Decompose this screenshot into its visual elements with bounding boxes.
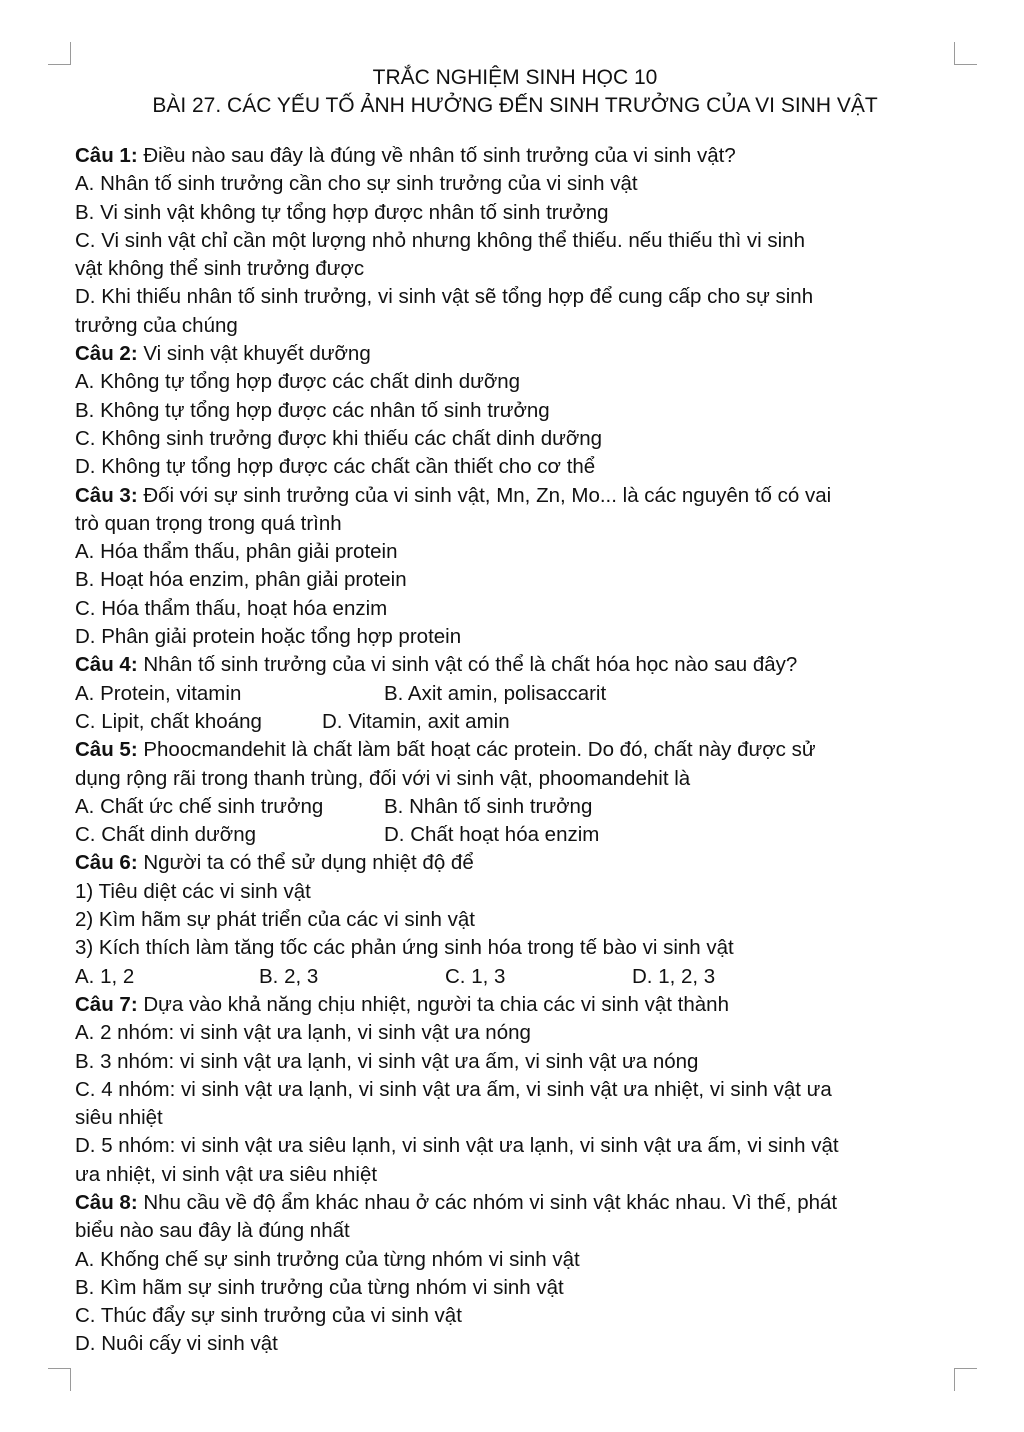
page-corner-mark-bottom-right	[954, 1368, 977, 1391]
question-label: Câu 3:	[75, 483, 138, 507]
question-1	[75, 142, 955, 170]
option-b: B. 3 nhóm: vi sinh vật ưa lạnh, vi sinh vật ưa ấm, vi sinh vật ưa nóng	[75, 1049, 699, 1073]
statement-3: 3) Kích thích làm tăng tốc các phản ứng sinh hóa trong tế bào vi sinh vật	[75, 936, 734, 960]
option-c: C. Lipit, chất khoáng	[75, 709, 262, 733]
document-title: TRẮC NGHIỆM SINH HỌC 10	[372, 66, 658, 89]
option-c-continued: vật không thể sinh trưởng được	[75, 257, 365, 281]
option-d: D. Khi thiếu nhân tố sinh trưởng, vi sinh vật sẽ tổng hợp để cung cấp cho sự sinh	[75, 285, 814, 309]
option-a: A. Khống chế sự sinh trưởng của từng nhóm vi sinh vật	[75, 1247, 580, 1271]
option-d-continued: ưa nhiệt, vi sinh vật ưa siêu nhiệt	[75, 1162, 378, 1186]
question-text: Dựa vào khả năng chịu nhiệt, người ta chia các vi sinh vật thành	[137, 992, 729, 1016]
question-list	[75, 142, 955, 1359]
question-label: Câu 2:	[75, 342, 138, 366]
option-b: B. Nhân tố sinh trưởng	[384, 794, 593, 818]
question-label: Câu 1:	[75, 144, 138, 167]
option-d: D. 5 nhóm: vi sinh vật ưa siêu lạnh, vi sinh vật ưa lạnh, vi sinh vật ưa ấm, vi sinh vật	[75, 1134, 839, 1158]
option-a: A. Nhân tố sinh trưởng cần cho sự sinh trưởng của vi sinh vật	[75, 172, 638, 196]
option-c-continued: siêu nhiệt	[75, 1106, 163, 1130]
option-d: D. 1, 2, 3	[632, 964, 716, 988]
option-a: A. 2 nhóm: vi sinh vật ưa lạnh, vi sinh vật ưa nóng	[75, 1021, 531, 1045]
option-b: B. Hoạt hóa enzim, phân giải protein	[75, 568, 407, 592]
page-corner-mark-bottom-left	[48, 1368, 71, 1391]
options-row	[75, 793, 955, 821]
document-page	[75, 64, 955, 1359]
question-label: Câu 8:	[75, 1190, 138, 1214]
option-a: A. Chất ức chế sinh trưởng	[75, 794, 324, 818]
question-2	[75, 340, 955, 368]
options-row	[75, 708, 955, 736]
option-b: B. Không tự tổng hợp được các nhân tố sinh trưởng	[75, 398, 550, 422]
option-c: C. 4 nhóm: vi sinh vật ưa lạnh, vi sinh vật ưa ấm, vi sinh vật ưa nhiệt, vi sinh vật ưa	[75, 1077, 832, 1101]
statement-2: 2) Kìm hãm sự phát triển của các vi sinh vật	[75, 908, 475, 932]
lesson-title: BÀI 27. CÁC YẾU TỐ ẢNH HƯỞNG ĐẾN SINH TRƯỞNG CỦA VI SINH VẬT	[152, 94, 878, 117]
option-c: C. Chất dinh dưỡng	[75, 823, 257, 847]
option-d: D. Nuôi cấy vi sinh vật	[75, 1332, 278, 1356]
option-d-continued: trưởng của chúng	[75, 313, 238, 337]
option-c: C. 1, 3	[445, 964, 506, 988]
question-label: Câu 6:	[75, 851, 138, 875]
option-d: D. Phân giải protein hoặc tổng hợp protein	[75, 625, 462, 649]
question-5	[75, 736, 955, 764]
option-b: B. 2, 3	[259, 964, 319, 988]
option-a: A. Protein, vitamin	[75, 681, 242, 705]
option-b: B. Kìm hãm sự sinh trưởng của từng nhóm vi sinh vật	[75, 1275, 564, 1299]
question-3	[75, 482, 955, 510]
option-a: A. Hóa thẩm thấu, phân giải protein	[75, 540, 398, 564]
page-corner-mark-top-right	[954, 42, 977, 65]
option-a: A. Không tự tổng hợp được các chất dinh dưỡng	[75, 370, 521, 394]
question-text-continued: dụng rộng rãi trong thanh trùng, đối với vi sinh vật, phoomandehit là	[75, 766, 691, 790]
option-d: D. Vitamin, axit amin	[322, 709, 510, 733]
question-text: Vi sinh vật khuyết dưỡng	[137, 342, 371, 366]
question-text-continued: trò quan trọng trong quá trình	[75, 511, 342, 535]
question-label: Câu 4:	[75, 653, 138, 677]
page-corner-mark-top-left	[48, 42, 71, 65]
options-row	[75, 680, 955, 708]
options-row	[75, 821, 955, 849]
option-b: B. Axit amin, polisaccarit	[384, 681, 607, 705]
options-row	[75, 963, 955, 991]
option-b: B. Vi sinh vật không tự tổng hợp được nhân tố sinh trưởng	[75, 200, 609, 224]
question-text: Nhân tố sinh trưởng của vi sinh vật có thể là chất hóa học nào sau đây?	[137, 653, 798, 677]
question-label: Câu 7:	[75, 992, 138, 1016]
question-text: Nhu cầu về độ ẩm khác nhau ở các nhóm vi sinh vật khác nhau. Vì thế, phát	[137, 1190, 838, 1214]
question-text: Người ta có thể sử dụng nhiệt độ để	[137, 851, 474, 875]
option-c: C. Không sinh trưởng được khi thiếu các chất dinh dưỡng	[75, 426, 603, 450]
option-a: A. 1, 2	[75, 964, 135, 988]
option-d: D. Chất hoạt hóa enzim	[384, 823, 600, 847]
question-text: Đối với sự sinh trưởng của vi sinh vật, Mn, Zn, Mo... là các nguyên tố có vai	[137, 483, 832, 507]
statement-1: 1) Tiêu diệt các vi sinh vật	[75, 879, 311, 903]
question-text-continued: biểu nào sau đây là đúng nhất	[75, 1219, 350, 1243]
question-text: Phoocmandehit là chất làm bất hoạt các protein. Do đó, chất này được sử	[137, 738, 816, 762]
option-c: C. Hóa thẩm thấu, hoạt hóa enzim	[75, 596, 388, 620]
question-8	[75, 1189, 955, 1217]
option-c: C. Thúc đẩy sự sinh trưởng của vi sinh vật	[75, 1304, 462, 1328]
question-4	[75, 651, 955, 679]
option-d: D. Không tự tổng hợp được các chất cần thiết cho cơ thể	[75, 455, 596, 479]
option-c: C. Vi sinh vật chỉ cần một lượng nhỏ nhưng không thể thiếu. nếu thiếu thì vi sinh	[75, 228, 805, 252]
question-7	[75, 991, 955, 1019]
question-label: Câu 5:	[75, 738, 138, 762]
question-text: Điều nào sau đây là đúng về nhân tố sinh trưởng của vi sinh vật?	[137, 144, 736, 167]
question-6	[75, 849, 955, 877]
